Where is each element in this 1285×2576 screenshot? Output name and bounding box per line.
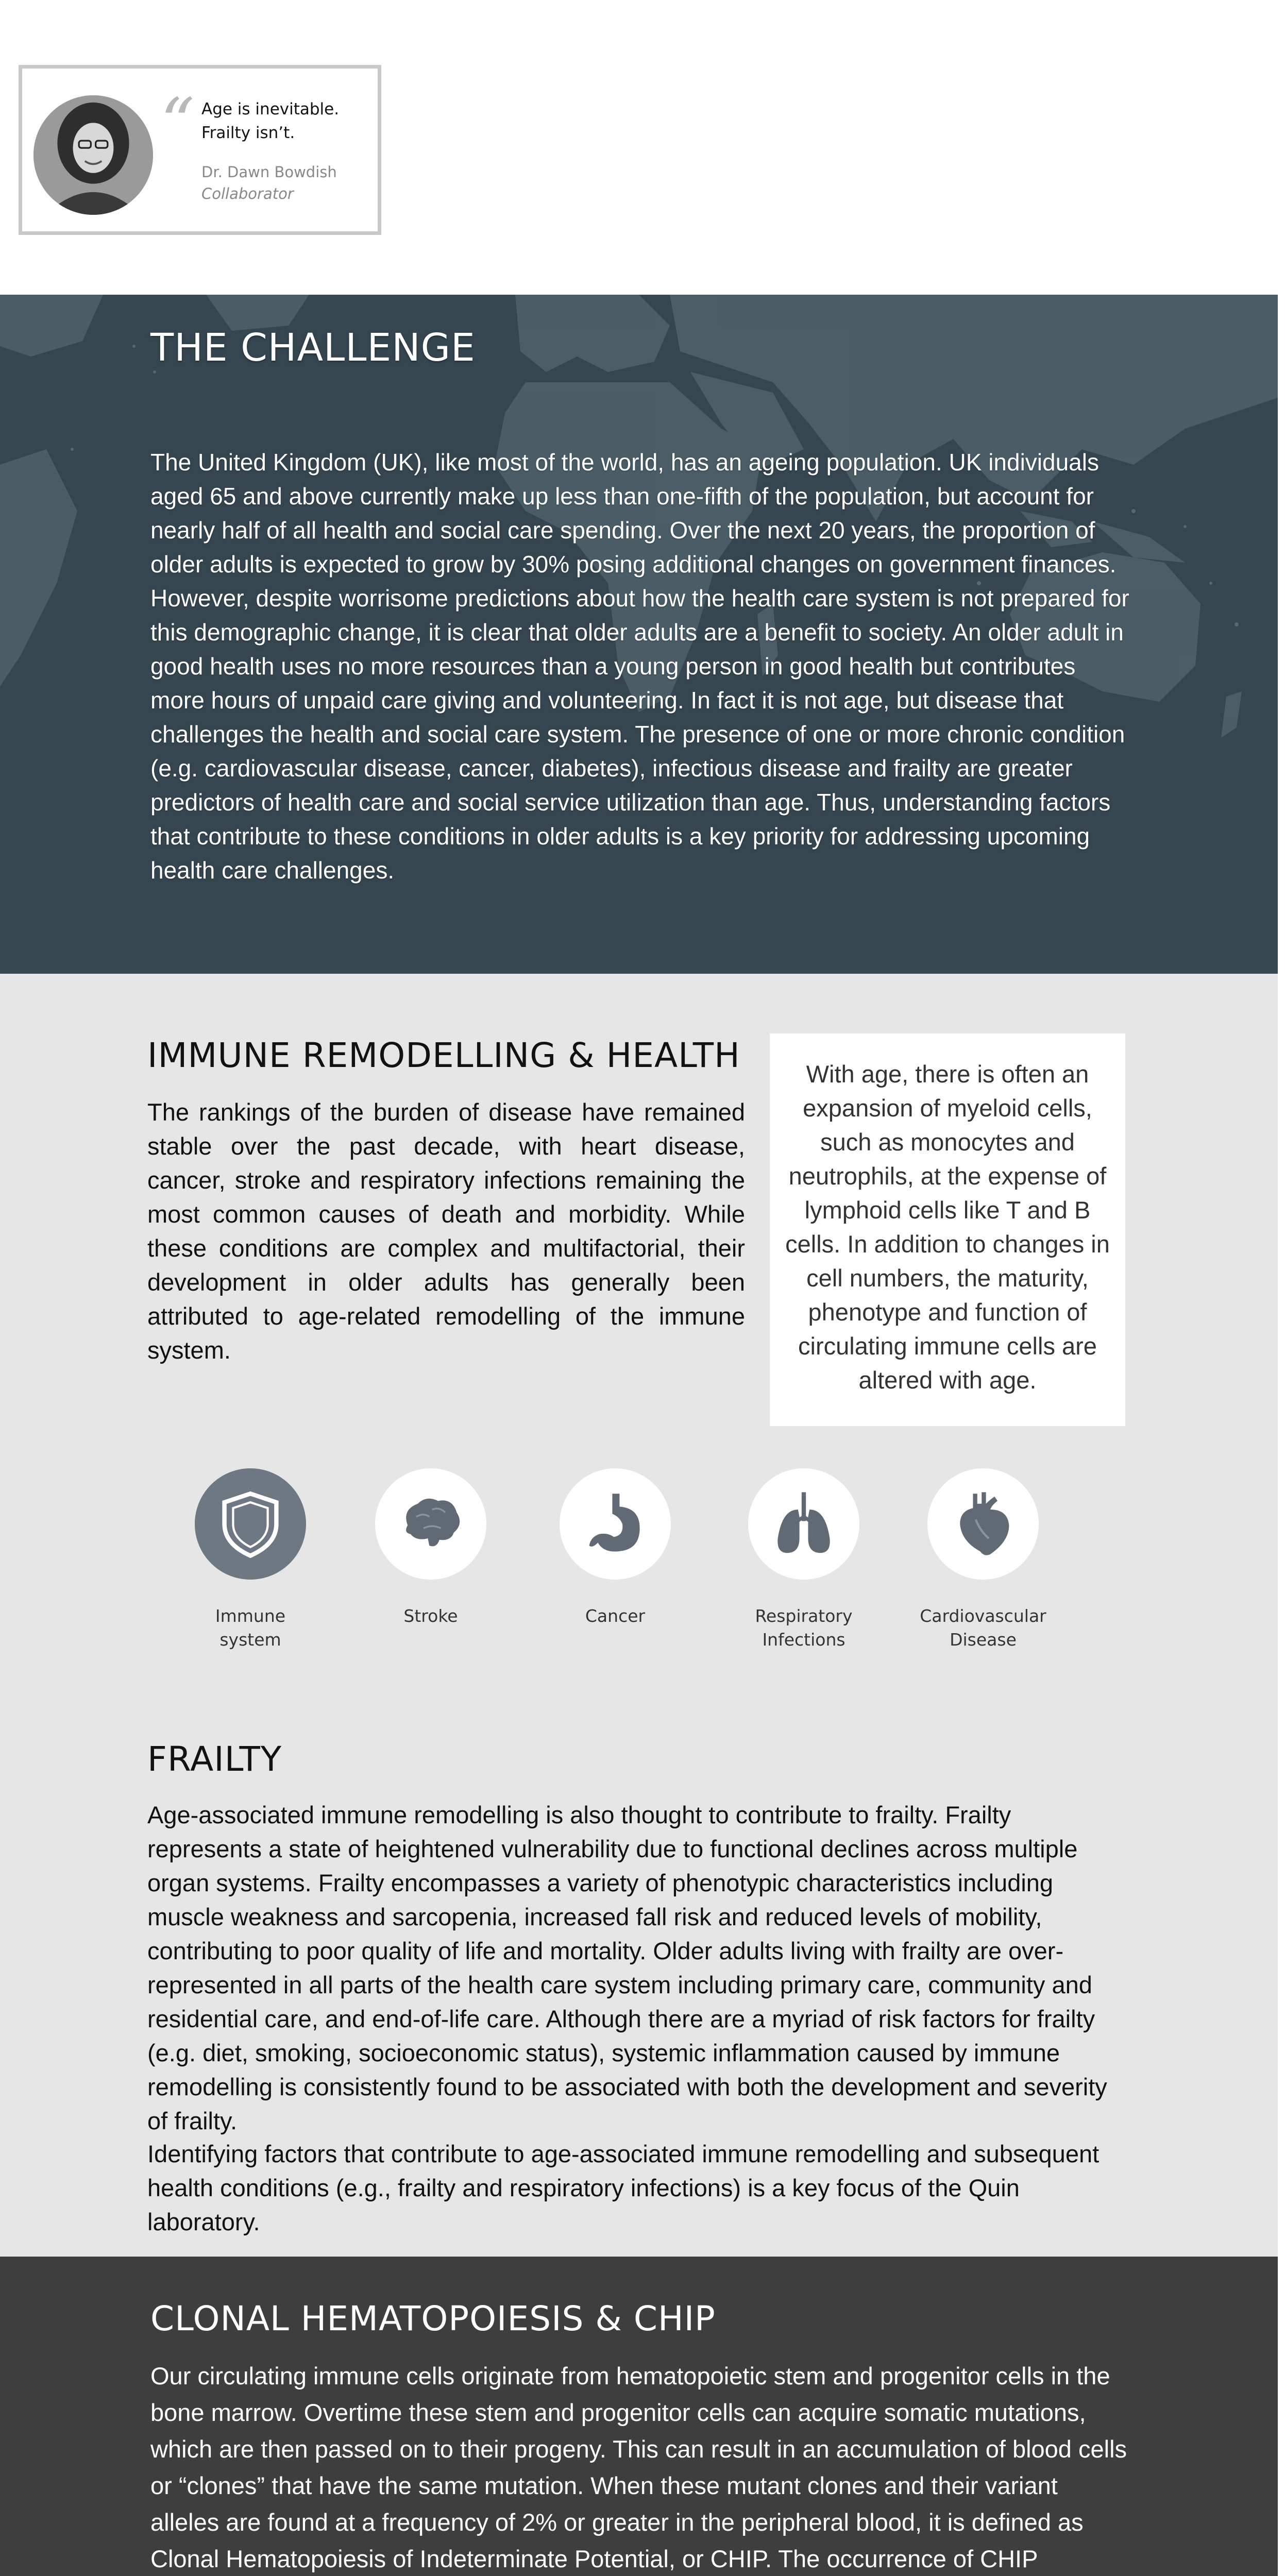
icon-label: Respiratory Infections xyxy=(755,1606,853,1650)
heart-icon xyxy=(947,1488,1019,1560)
shield-icon xyxy=(214,1488,286,1560)
quote-text: Age is inevitable. Frailty isn’t. xyxy=(201,100,340,142)
challenge-section xyxy=(0,295,1278,974)
icon-label: Cancer xyxy=(585,1606,646,1626)
immune-icon-circle xyxy=(195,1468,306,1580)
chip-section xyxy=(0,2257,1278,2576)
cardiovascular-icon-circle xyxy=(927,1468,1039,1580)
brain-icon xyxy=(395,1488,467,1560)
lungs-icon xyxy=(768,1488,840,1560)
immune-section xyxy=(0,974,1278,2257)
portrait-image xyxy=(33,95,153,215)
quote-card xyxy=(19,65,381,235)
immune-body: The rankings of the burden of disease have remained stable over the past decade, with heart disease, cancer, stroke and respiratory infections remaining the most common causes of death and morbidity. While these conditions are complex and multifactorial, their development in older adults has generally been attributed to age-related remodelling of the immune system. xyxy=(147,1098,745,1364)
respiratory-icon-circle xyxy=(748,1468,859,1580)
challenge-title: THE CHALLENGE xyxy=(150,326,476,370)
frailty-paragraph-1: Age-associated immune remodelling is also thought to contribute to frailty. Frailty represents a state of heightened vulnerability due to functional declines across multiple organ systems. Frailty encompasses a variety of phenotypic characteristics including muscle weakness and sarcopenia, increased fall risk and reduced levels of mobility, contributing to poor quality of life and mortality. Older adults living with frailty are over-represented in all parts of the health care system including primary care, community and residential care, and end-of-life care. Although there are a myriad of risk factors for frailty (e.g. diet, smoking, socioeconomic status), systemic inflammation caused by immune remodelling is consistently found to be associated with both the development and severity of frailty. xyxy=(147,1801,1107,2134)
frailty-paragraph-2: Identifying factors that contribute to age-associated immune remodelling and subsequent health conditions (e.g., frailty and respiratory infections) is a key focus of the Quin laboratory. xyxy=(147,2140,1100,2235)
icon-label: Cardiovascular Disease xyxy=(920,1606,1046,1650)
cancer-icon-circle xyxy=(560,1468,671,1580)
avatar xyxy=(33,95,153,215)
icon-label: Immune system xyxy=(215,1606,286,1650)
quote-mark-icon: “ xyxy=(160,83,195,162)
frailty-title: FRAILTY xyxy=(147,1739,282,1779)
stroke-icon-circle xyxy=(375,1468,486,1580)
condition-icons-row xyxy=(0,1468,1278,1674)
callout-text: With age, there is often an expansion of myeloid cells, such as monocytes and neutrophils, at the expense of lymphoid cells like T and B cells. In addition to changes in cell numbers, the maturity, phenotype and function of circulating immune cells are altered with age. xyxy=(785,1060,1110,1394)
condition-stroke xyxy=(353,1468,508,1628)
immune-callout xyxy=(770,1033,1125,1426)
challenge-body: The United Kingdom (UK), like most of the world, has an ageing population. UK individuals aged 65 and above currently make up less than one-fifth of the population, but account for nearly half of all health and social care spending. Over the next 20 years, the proportion of older adults is expected to grow by 30% posing additional changes on government finances. However, despite worrisome predictions about how the health care system is not prepared for this demographic change, it is clear that older adults are a benefit to society. An older adult in good health uses no more resources than a young person in good health but contributes more hours of unpaid care giving and volunteering. In fact it is not age, but disease that challenges the health and social care system. The presence of one or more chronic condition (e.g. cardiovascular disease, cancer, diabetes), infectious disease and frailty are greater predictors of health care and social service utilization than age. Thus, understanding factors that contribute to these conditions in older adults is a key priority for addressing upcoming health care challenges. xyxy=(150,449,1129,884)
condition-cardiovascular-disease xyxy=(906,1468,1060,1652)
condition-immune-system xyxy=(173,1468,328,1652)
condition-cancer xyxy=(538,1468,692,1628)
stomach-icon xyxy=(579,1488,651,1560)
quote-role: Collaborator xyxy=(201,185,294,202)
condition-respiratory-infections xyxy=(726,1468,881,1652)
immune-title: IMMUNE REMODELLING & HEALTH xyxy=(147,1036,740,1075)
chip-title: CLONAL HEMATOPOIESIS & CHIP xyxy=(150,2299,716,2338)
icon-label: Stroke xyxy=(403,1606,458,1626)
quote-author: Dr. Dawn Bowdish xyxy=(201,163,337,181)
chip-paragraph-1: Our circulating immune cells originate from hematopoietic stem and progenitor cells in the bone marrow. Overtime these stem and progenitor cells can acquire somatic mutations, which are then passed on to their progeny. This can result in an accumulation of blood cells or “clones” that have the same mutation. When these mutant clones and their variant alleles are found at a frequency of 2% or greater in the peripheral blood, it is defined as Clonal Hematopoiesis of Indeterminate Potential, or CHIP. The occurrence of CHIP xyxy=(150,2362,1127,2572)
